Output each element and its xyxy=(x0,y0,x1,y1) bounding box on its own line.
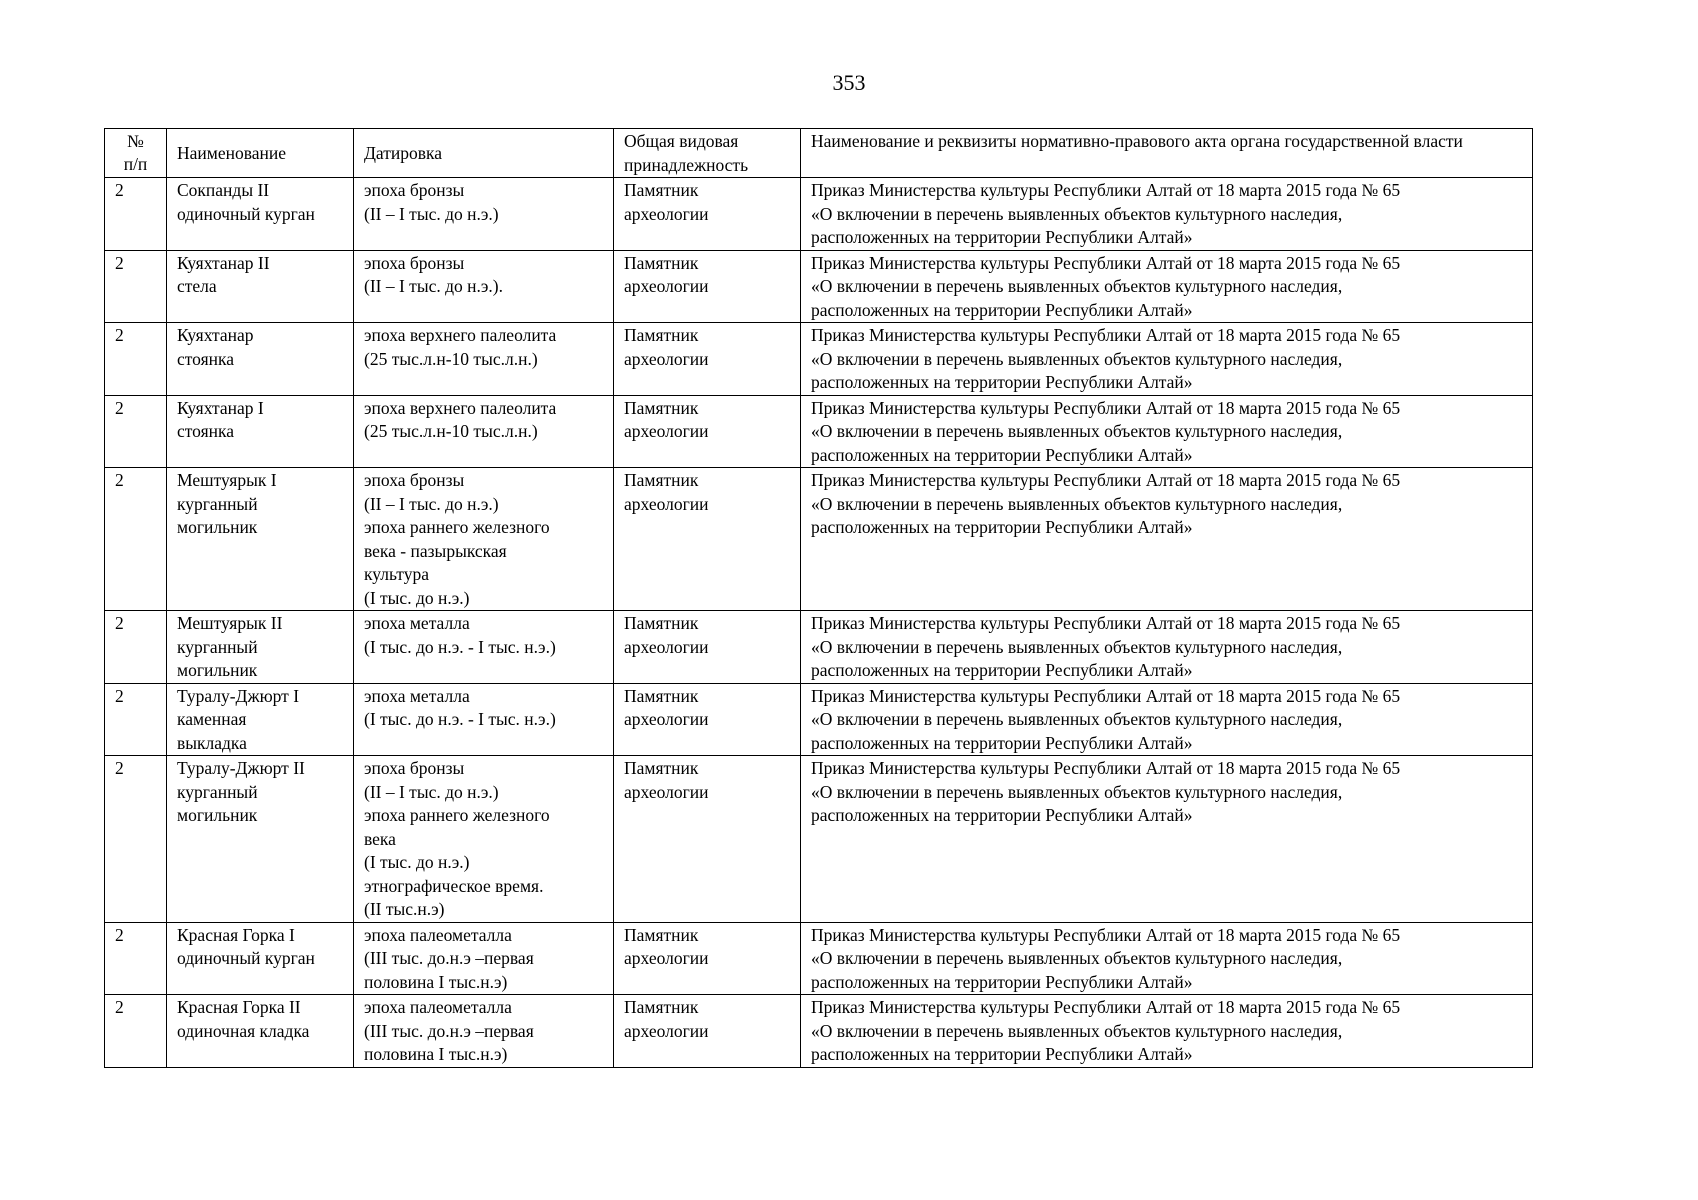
table-row xyxy=(105,611,1533,684)
cell-dating: эпоха бронзы (II – I тыс. до н.э.) xyxy=(354,178,614,251)
cell-legal-act: Приказ Министерства культуры Республики Алтай от 18 марта 2015 года № 65 «О включении в перечень выявленных объектов культурного наследия, расположенных на территории Республики Алтай» xyxy=(801,250,1533,323)
cell-number: 2 xyxy=(105,178,167,251)
table-row xyxy=(105,395,1533,468)
table-row xyxy=(105,250,1533,323)
cell-dating: эпоха верхнего палеолита (25 тыс.л.н-10 тыс.л.н.) xyxy=(354,323,614,396)
table-row xyxy=(105,756,1533,923)
cell-type: Памятник археологии xyxy=(614,611,801,684)
cell-name: Красная Горка I одиночный курган xyxy=(167,922,354,995)
cell-type: Памятник археологии xyxy=(614,178,801,251)
cell-dating: эпоха металла (I тыс. до н.э. - I тыс. н.э.) xyxy=(354,611,614,684)
cell-number: 2 xyxy=(105,468,167,611)
header-number: № п/п xyxy=(105,129,167,178)
cell-legal-act: Приказ Министерства культуры Республики Алтай от 18 марта 2015 года № 65 «О включении в перечень выявленных объектов культурного наследия, расположенных на территории Республики Алтай» xyxy=(801,178,1533,251)
table-row xyxy=(105,683,1533,756)
cell-type: Памятник археологии xyxy=(614,250,801,323)
cell-type: Памятник археологии xyxy=(614,683,801,756)
cell-legal-act: Приказ Министерства культуры Республики Алтай от 18 марта 2015 года № 65 «О включении в перечень выявленных объектов культурного наследия, расположенных на территории Республики Алтай» xyxy=(801,922,1533,995)
cell-number: 2 xyxy=(105,995,167,1068)
cell-legal-act: Приказ Министерства культуры Республики Алтай от 18 марта 2015 года № 65 «О включении в перечень выявленных объектов культурного наследия, расположенных на территории Республики Алтай» xyxy=(801,995,1533,1068)
cell-dating: эпоха бронзы (II – I тыс. до н.э.) эпоха раннего железного века (I тыс. до н.э.) этнографическое время. (II тыс.н.э) xyxy=(354,756,614,923)
cell-legal-act: Приказ Министерства культуры Республики Алтай от 18 марта 2015 года № 65 «О включении в перечень выявленных объектов культурного наследия, расположенных на территории Республики Алтай» xyxy=(801,468,1533,611)
cell-type: Памятник археологии xyxy=(614,323,801,396)
page-number: 353 xyxy=(832,70,866,95)
cell-dating: эпоха бронзы (II – I тыс. до н.э.). xyxy=(354,250,614,323)
table-row xyxy=(105,323,1533,396)
cell-number: 2 xyxy=(105,250,167,323)
cell-name: Мештуярык I курганный могильник xyxy=(167,468,354,611)
header-legal-act: Наименование и реквизиты нормативно-правового акта органа государственной власти xyxy=(801,129,1533,178)
cell-legal-act: Приказ Министерства культуры Республики Алтай от 18 марта 2015 года № 65 «О включении в перечень выявленных объектов культурного наследия, расположенных на территории Республики Алтай» xyxy=(801,611,1533,684)
table-header-row xyxy=(105,129,1533,178)
cell-dating: эпоха верхнего палеолита (25 тыс.л.н-10 тыс.л.н.) xyxy=(354,395,614,468)
cell-number: 2 xyxy=(105,395,167,468)
cell-type: Памятник археологии xyxy=(614,395,801,468)
cell-type: Памятник археологии xyxy=(614,468,801,611)
table-row xyxy=(105,178,1533,251)
table-row xyxy=(105,468,1533,611)
table-row xyxy=(105,995,1533,1068)
cell-dating: эпоха металла (I тыс. до н.э. - I тыс. н.э.) xyxy=(354,683,614,756)
cell-type: Памятник археологии xyxy=(614,995,801,1068)
cell-name: Сокпанды II одиночный курган xyxy=(167,178,354,251)
table-row xyxy=(105,922,1533,995)
cell-dating: эпоха палеометалла (III тыс. до.н.э –первая половина I тыс.н.э) xyxy=(354,922,614,995)
header-dating: Датировка xyxy=(354,129,614,178)
cell-name: Мештуярык II курганный могильник xyxy=(167,611,354,684)
cell-legal-act: Приказ Министерства культуры Республики Алтай от 18 марта 2015 года № 65 «О включении в перечень выявленных объектов культурного наследия, расположенных на территории Республики Алтай» xyxy=(801,395,1533,468)
cell-name: Куяхтанар I стоянка xyxy=(167,395,354,468)
cell-number: 2 xyxy=(105,611,167,684)
cell-legal-act: Приказ Министерства культуры Республики Алтай от 18 марта 2015 года № 65 «О включении в перечень выявленных объектов культурного наследия, расположенных на территории Республики Алтай» xyxy=(801,323,1533,396)
cell-name: Туралу-Джюрт I каменная выкладка xyxy=(167,683,354,756)
header-name: Наименование xyxy=(167,129,354,178)
cell-legal-act: Приказ Министерства культуры Республики Алтай от 18 марта 2015 года № 65 «О включении в перечень выявленных объектов культурного наследия, расположенных на территории Республики Алтай» xyxy=(801,756,1533,923)
cell-type: Памятник археологии xyxy=(614,922,801,995)
cell-type: Памятник археологии xyxy=(614,756,801,923)
table-body xyxy=(105,129,1533,1068)
cell-dating: эпоха палеометалла (III тыс. до.н.э –первая половина I тыс.н.э) xyxy=(354,995,614,1068)
cell-name: Туралу-Джюрт II курганный могильник xyxy=(167,756,354,923)
cell-number: 2 xyxy=(105,922,167,995)
cell-dating: эпоха бронзы (II – I тыс. до н.э.) эпоха раннего железного века - пазырыкская культура (I тыс. до н.э.) xyxy=(354,468,614,611)
header-type: Общая видовая принадлежность xyxy=(614,129,801,178)
cell-name: Куяхтанар II стела xyxy=(167,250,354,323)
heritage-objects-table xyxy=(104,128,1533,1068)
cell-number: 2 xyxy=(105,683,167,756)
cell-name: Красная Горка II одиночная кладка xyxy=(167,995,354,1068)
cell-number: 2 xyxy=(105,756,167,923)
cell-number: 2 xyxy=(105,323,167,396)
cell-name: Куяхтанар стоянка xyxy=(167,323,354,396)
cell-legal-act: Приказ Министерства культуры Республики Алтай от 18 марта 2015 года № 65 «О включении в перечень выявленных объектов культурного наследия, расположенных на территории Республики Алтай» xyxy=(801,683,1533,756)
